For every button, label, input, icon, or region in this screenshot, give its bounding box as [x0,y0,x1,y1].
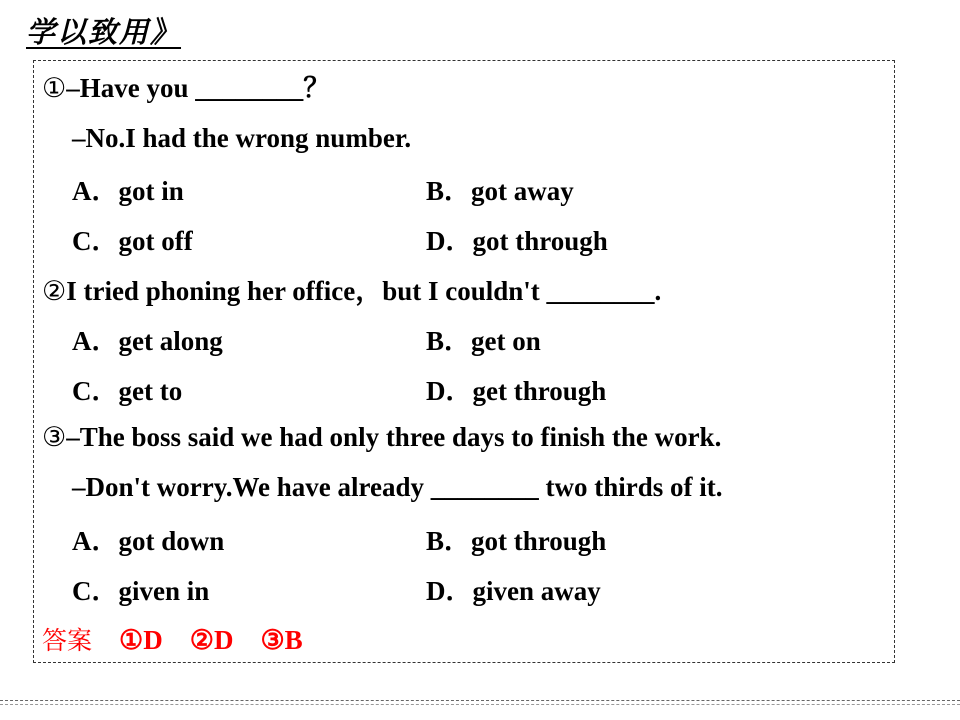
question-2-option-c: C．get to [72,376,183,406]
answer-item-3: ③B [260,625,303,655]
question-2-option-a: A．get along [72,326,223,356]
question-3-option-b: B．got through [426,526,607,556]
question-3-number: ③ [42,422,67,452]
question-1-option-a: A．got in [72,176,184,206]
question-1-number: ① [42,73,67,103]
question-1-stem [42,72,330,104]
question-3-option-d: D．given away [426,576,601,606]
answer-line [42,624,303,657]
section-title: 学以致用》 [26,15,182,49]
question-2-stem [42,275,661,307]
question-2-number: ② [42,276,67,306]
question-3-line-2: –Don't worry.We have already ________ two thirds of it. [72,472,723,502]
question-3-stem [42,421,721,453]
answer-label: 答案 [42,626,93,655]
question-2-line-1: I tried phoning her office，but I couldn't ________. [66,276,662,306]
question-2-option-d: D．get through [426,376,607,406]
question-1-line-1: –Have you ________？ [66,73,331,103]
bottom-divider [0,700,960,701]
question-1-option-d: D．got through [426,226,608,256]
question-3-option-c: C．given in [72,576,210,606]
question-1-option-b: B．got away [426,176,574,206]
answer-item-2: ②D [189,625,234,655]
question-3-line-1: –The boss said we had only three days to finish the work. [66,422,722,452]
question-2-option-b: B．get on [426,326,541,356]
question-3-option-a: A．got down [72,526,225,556]
answer-item-1: ①D [119,625,163,655]
question-1-line-2: –No.I had the wrong number. [72,123,412,153]
bottom-divider-secondary [0,704,960,705]
question-1-option-c: C．got off [72,226,193,256]
